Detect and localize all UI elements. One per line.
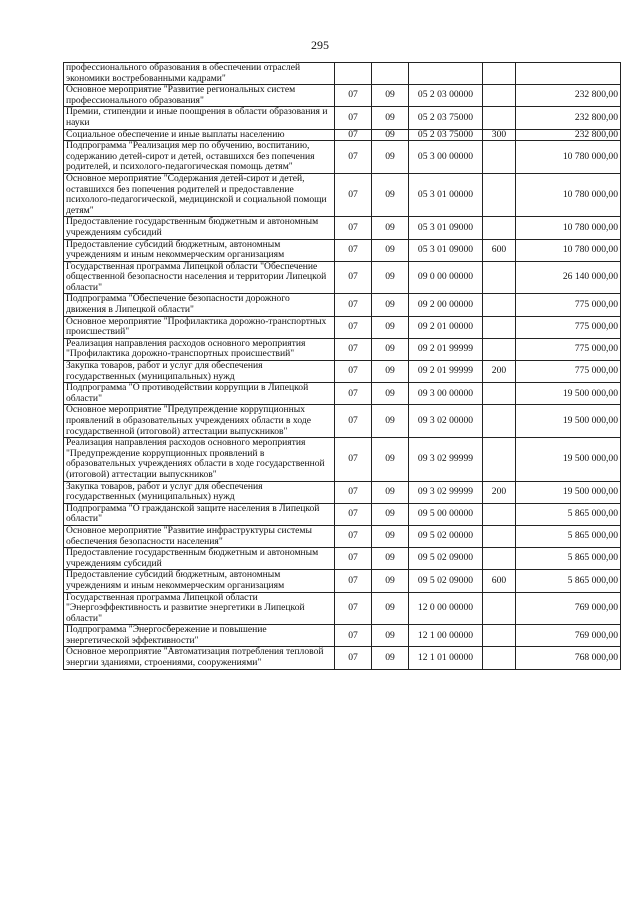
target-article-cell: 05 2 03 00000 [409,85,483,107]
expense-type-cell [483,383,516,405]
amount-cell: 232 800,00 [516,85,621,107]
subsection-code-cell [372,63,409,85]
row-name-cell: Предоставление государственным бюджетным и автономным учреждениям субсидий [64,217,335,239]
target-article-cell [409,63,483,85]
table-row [64,294,621,316]
amount-cell: 232 800,00 [516,107,621,129]
subsection-code-cell: 09 [372,525,409,547]
subsection-code-cell: 09 [372,338,409,360]
row-name-cell: Основное мероприятие "Развитие инфраструктуры системы обеспечения безопасности населения" [64,525,335,547]
table-row [64,63,621,85]
amount-cell: 232 800,00 [516,129,621,141]
amount-cell: 10 780 000,00 [516,141,621,174]
section-code-cell: 07 [335,438,372,481]
table-row [64,141,621,174]
amount-cell: 19 500 000,00 [516,405,621,438]
expense-type-cell [483,503,516,525]
section-code-cell: 07 [335,316,372,338]
subsection-code-cell: 09 [372,438,409,481]
row-name-cell: профессионального образования в обеспечении отраслей экономики востребованными кадрами" [64,63,335,85]
target-article-cell: 09 5 02 09000 [409,570,483,592]
section-code-cell: 07 [335,625,372,647]
table-row [64,503,621,525]
subsection-code-cell: 09 [372,592,409,625]
row-name-cell: Основное мероприятие "Предупреждение коррупционных проявлений в образовательных учреждениях области в ходе государственной (итоговой) аттестации выпускников" [64,405,335,438]
expense-type-cell [483,438,516,481]
row-name-cell: Реализация направления расходов основного мероприятия "Профилактика дорожно-транспортных происшествий" [64,338,335,360]
row-name-cell: Предоставление субсидий бюджетным, автономным учреждениям и иным некоммерческим организациям [64,239,335,261]
target-article-cell: 09 5 02 00000 [409,525,483,547]
expense-type-cell [483,647,516,669]
table-row [64,383,621,405]
amount-cell: 768 000,00 [516,647,621,669]
amount-cell: 775 000,00 [516,294,621,316]
section-code-cell: 07 [335,141,372,174]
table-row [64,129,621,141]
amount-cell: 5 865 000,00 [516,570,621,592]
subsection-code-cell: 09 [372,361,409,383]
section-code-cell: 07 [335,261,372,294]
subsection-code-cell: 09 [372,129,409,141]
target-article-cell: 05 2 03 75000 [409,107,483,129]
row-name-cell: Реализация направления расходов основного мероприятия "Предупреждение коррупционных проявлений в образовательных учреждениях области в ходе государственной (итоговой) аттестации выпускников" [64,438,335,481]
row-name-cell: Государственная программа Липецкой области "Обеспечение общественной безопасности населения и территории Липецкой области" [64,261,335,294]
row-name-cell: Подпрограмма "Реализация мер по обучению, воспитанию, содержанию детей-сирот и детей, оставшихся без попечения родителей, и психолого-педагогическая помощь детям" [64,141,335,174]
section-code-cell: 07 [335,548,372,570]
target-article-cell: 09 2 01 99999 [409,338,483,360]
row-name-cell: Предоставление субсидий бюджетным, автономным учреждениям и иным некоммерческим организациям [64,570,335,592]
amount-cell: 5 865 000,00 [516,548,621,570]
row-name-cell: Основное мероприятие "Развитие региональных систем профессионального образования" [64,85,335,107]
table-row [64,481,621,503]
expense-type-cell [483,548,516,570]
target-article-cell: 09 0 00 00000 [409,261,483,294]
target-article-cell: 09 3 02 99999 [409,481,483,503]
target-article-cell: 09 5 00 00000 [409,503,483,525]
target-article-cell: 09 2 00 00000 [409,294,483,316]
target-article-cell: 05 3 00 00000 [409,141,483,174]
table-row [64,438,621,481]
row-name-cell: Закупка товаров, работ и услуг для обеспечения государственных (муниципальных) нужд [64,481,335,503]
table-row [64,239,621,261]
target-article-cell: 12 0 00 00000 [409,592,483,625]
target-article-cell: 09 2 01 99999 [409,361,483,383]
amount-cell: 26 140 000,00 [516,261,621,294]
section-code-cell: 07 [335,592,372,625]
expense-type-cell [483,592,516,625]
subsection-code-cell: 09 [372,239,409,261]
section-code-cell: 07 [335,405,372,438]
table-row [64,217,621,239]
section-code-cell [335,63,372,85]
amount-cell: 775 000,00 [516,338,621,360]
expense-type-cell [483,107,516,129]
expense-type-cell [483,294,516,316]
row-name-cell: Предоставление государственным бюджетным и автономным учреждениям субсидий [64,548,335,570]
amount-cell: 19 500 000,00 [516,383,621,405]
expense-type-cell [483,625,516,647]
section-code-cell: 07 [335,85,372,107]
row-name-cell: Социальное обеспечение и иные выплаты населению [64,129,335,141]
subsection-code-cell: 09 [372,294,409,316]
subsection-code-cell: 09 [372,548,409,570]
expense-type-cell [483,338,516,360]
expense-type-cell [483,261,516,294]
section-code-cell: 07 [335,647,372,669]
subsection-code-cell: 09 [372,107,409,129]
section-code-cell: 07 [335,294,372,316]
expense-type-cell: 300 [483,129,516,141]
subsection-code-cell: 09 [372,261,409,294]
expense-type-cell: 600 [483,239,516,261]
expense-type-cell [483,173,516,216]
amount-cell: 19 500 000,00 [516,481,621,503]
subsection-code-cell: 09 [372,570,409,592]
budget-table [63,62,621,670]
target-article-cell: 09 3 02 99999 [409,438,483,481]
target-article-cell: 12 1 01 00000 [409,647,483,669]
section-code-cell: 07 [335,383,372,405]
section-code-cell: 07 [335,361,372,383]
table-row [64,647,621,669]
amount-cell: 10 780 000,00 [516,217,621,239]
row-name-cell: Подпрограмма "Энергосбережение и повышение энергетической эффективности" [64,625,335,647]
target-article-cell: 05 2 03 75000 [409,129,483,141]
subsection-code-cell: 09 [372,481,409,503]
expense-type-cell [483,525,516,547]
table-row [64,592,621,625]
target-article-cell: 09 5 02 09000 [409,548,483,570]
expense-type-cell [483,217,516,239]
expense-type-cell [483,316,516,338]
section-code-cell: 07 [335,217,372,239]
subsection-code-cell: 09 [372,647,409,669]
row-name-cell: Премии, стипендии и иные поощрения в области образования и науки [64,107,335,129]
subsection-code-cell: 09 [372,383,409,405]
expense-type-cell [483,405,516,438]
table-row [64,625,621,647]
table-row [64,173,621,216]
row-name-cell: Подпрограмма "Обеспечение безопасности дорожного движения в Липецкой области" [64,294,335,316]
subsection-code-cell: 09 [372,503,409,525]
table-row [64,570,621,592]
row-name-cell: Основное мероприятие "Автоматизация потребления тепловой энергии зданиями, строениями, сооружениями" [64,647,335,669]
row-name-cell: Основное мероприятие "Содержания детей-сирот и детей, оставшихся без попечения родителей и предоставление психолого-педагогической, медицинской и социальной помощи детям" [64,173,335,216]
row-name-cell: Государственная программа Липецкой области "Энергоэффективность и развитие энергетики в Липецкой области" [64,592,335,625]
subsection-code-cell: 09 [372,405,409,438]
amount-cell: 5 865 000,00 [516,503,621,525]
subsection-code-cell: 09 [372,217,409,239]
amount-cell [516,63,621,85]
amount-cell: 10 780 000,00 [516,239,621,261]
amount-cell: 769 000,00 [516,625,621,647]
table-row [64,405,621,438]
expense-type-cell [483,63,516,85]
subsection-code-cell: 09 [372,625,409,647]
subsection-code-cell: 09 [372,173,409,216]
section-code-cell: 07 [335,107,372,129]
amount-cell: 5 865 000,00 [516,525,621,547]
target-article-cell: 05 3 01 00000 [409,173,483,216]
row-name-cell: Подпрограмма "О гражданской защите населения в Липецкой области" [64,503,335,525]
expense-type-cell [483,141,516,174]
target-article-cell: 09 3 02 00000 [409,405,483,438]
amount-cell: 775 000,00 [516,361,621,383]
target-article-cell: 12 1 00 00000 [409,625,483,647]
target-article-cell: 05 3 01 09000 [409,239,483,261]
subsection-code-cell: 09 [372,85,409,107]
expense-type-cell: 200 [483,361,516,383]
amount-cell: 775 000,00 [516,316,621,338]
section-code-cell: 07 [335,129,372,141]
expense-type-cell: 200 [483,481,516,503]
row-name-cell: Основное мероприятие "Профилактика дорожно-транспортных происшествий" [64,316,335,338]
section-code-cell: 07 [335,239,372,261]
target-article-cell: 05 3 01 09000 [409,217,483,239]
section-code-cell: 07 [335,173,372,216]
section-code-cell: 07 [335,525,372,547]
subsection-code-cell: 09 [372,141,409,174]
subsection-code-cell: 09 [372,316,409,338]
section-code-cell: 07 [335,570,372,592]
table-row [64,361,621,383]
target-article-cell: 09 3 00 00000 [409,383,483,405]
table-row [64,338,621,360]
section-code-cell: 07 [335,338,372,360]
table-row [64,316,621,338]
target-article-cell: 09 2 01 00000 [409,316,483,338]
table-row [64,107,621,129]
row-name-cell: Подпрограмма "О противодействии коррупции в Липецкой области" [64,383,335,405]
expense-type-cell [483,85,516,107]
amount-cell: 769 000,00 [516,592,621,625]
amount-cell: 19 500 000,00 [516,438,621,481]
page-number: 295 [311,38,329,52]
budget-table-body [64,63,621,670]
table-row [64,85,621,107]
expense-type-cell: 600 [483,570,516,592]
section-code-cell: 07 [335,481,372,503]
row-name-cell: Закупка товаров, работ и услуг для обеспечения государственных (муниципальных) нужд [64,361,335,383]
amount-cell: 10 780 000,00 [516,173,621,216]
table-row [64,525,621,547]
table-row [64,548,621,570]
table-row [64,261,621,294]
section-code-cell: 07 [335,503,372,525]
